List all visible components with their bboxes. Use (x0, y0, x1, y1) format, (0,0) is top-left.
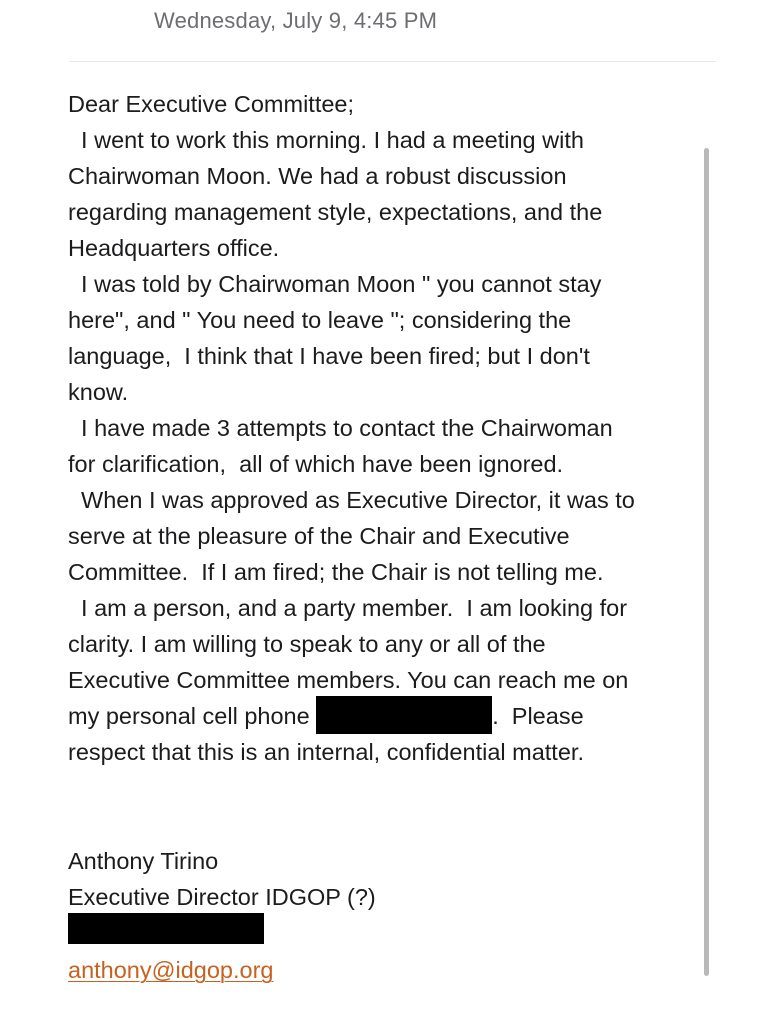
header-divider (69, 61, 716, 62)
body-line: here", and " You need to leave "; considering the (68, 307, 572, 333)
signature-phone-redaction (68, 913, 264, 944)
message-timestamp: Wednesday, July 9, 4:45 PM (154, 8, 438, 33)
body-line: Chairwoman Moon. We had a robust discussion (68, 163, 567, 189)
body-line: Dear Executive Committee; (68, 91, 355, 117)
signature-email-link[interactable]: anthony@idgop.org (68, 957, 274, 983)
body-line: regarding management style, expectations, and the (68, 199, 603, 225)
body-line: respect that this is an internal, confidential matter. (68, 739, 584, 765)
body-line: When I was approved as Executive Director, it was to (68, 487, 635, 513)
body-line: Committee. If I am fired; the Chair is not telling me. (68, 559, 604, 585)
body-line: Headquarters office. (68, 235, 280, 261)
body-line: for clarification, all of which have been ignored. (68, 451, 564, 477)
body-line: language, I think that I have been fired; but I don't (68, 343, 590, 369)
phone-line-after: . Please (492, 703, 584, 729)
body-line: know. (68, 379, 129, 405)
body-line: I went to work this morning. I had a meeting with (68, 127, 584, 153)
body-line: I was told by Chairwoman Moon " you cannot stay (68, 271, 602, 297)
phone-redaction (316, 696, 492, 734)
body-line: I have made 3 attempts to contact the Chairwoman (68, 415, 613, 441)
phone-line-before: my personal cell phone (68, 703, 317, 729)
body-line: I am a person, and a party member. I am looking for (68, 595, 628, 621)
body-line: Executive Committee members. You can reach me on (68, 667, 629, 693)
signature-block (68, 843, 376, 915)
signature-name: Anthony Tirino (68, 848, 219, 874)
body-line: clarity. I am willing to speak to any or all of the (68, 631, 546, 657)
message-body (68, 86, 708, 770)
scrollbar[interactable] (704, 148, 709, 976)
signature-title: Executive Director IDGOP (?) (68, 884, 376, 910)
body-line: serve at the pleasure of the Chair and Executive (68, 523, 570, 549)
phone-line (68, 698, 708, 734)
